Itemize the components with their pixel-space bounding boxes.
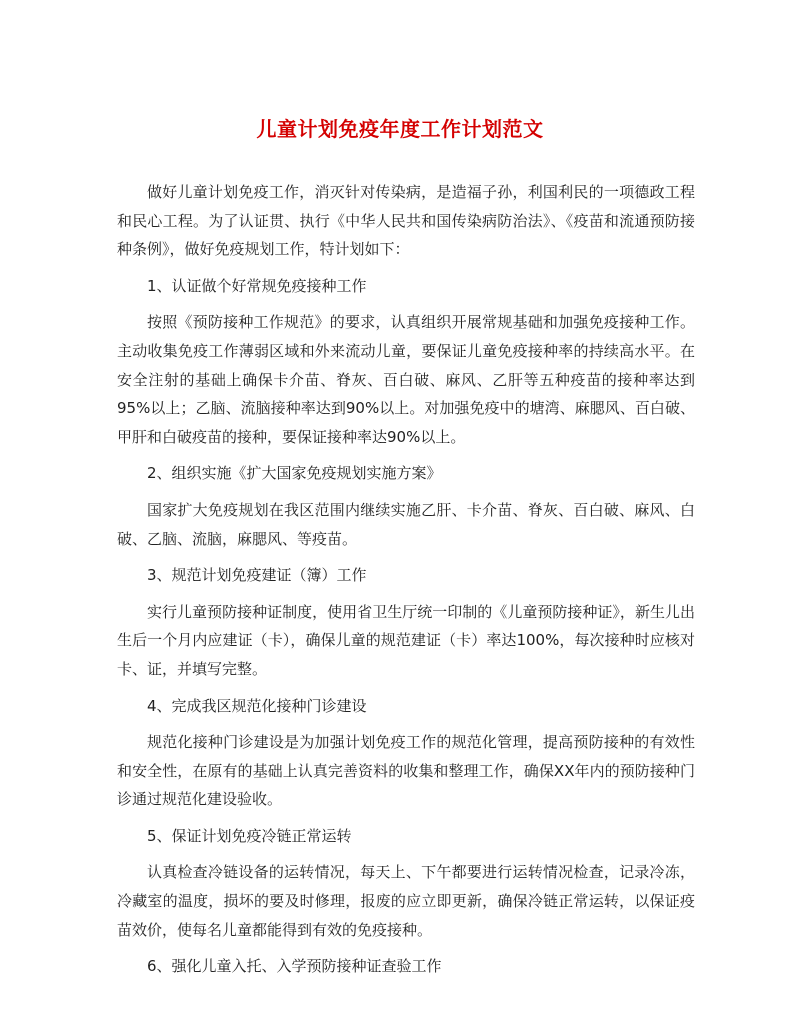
- section-paragraph-3: 实行儿童预防接种证制度，使用省卫生厅统一印制的《儿童预防接种证》，新生儿出生后一个月内应建证（卡），确保儿童的规范建证（卡）率达100%，每次接种时应核对卡、证，并填写完整。: [117, 602, 695, 678]
- section-paragraph-2: 国家扩大免疫规划在我区范围内继续实施乙肝、卡介苗、脊灰、百白破、麻风、白破、乙脑、流脑，麻腮风、等疫苗。: [117, 500, 695, 548]
- section-paragraph-5: 认真检查冷链设备的运转情况，每天上、下午都要进行运转情况检查，记录冷冻，冷藏室的温度，损坏的要及时修理，报废的应立即更新，确保冷链正常运转，以保证疫苗效价，使每名儿童都能得到有效的免疫接种。: [117, 863, 695, 939]
- section-paragraph-4: 规范化接种门诊建设是为加强计划免疫工作的规范化管理，提高预防接种的有效性和安全性，在原有的基础上认真完善资料的收集和整理工作，确保XX年内的预防接种门诊通过规范化建设验收。: [117, 733, 695, 809]
- section-heading-1: 1、认证做个好常规免疫接种工作: [147, 276, 367, 295]
- section-heading-4: 4、完成我区规范化接种门诊建设: [147, 696, 367, 715]
- document-body: [117, 178, 695, 989]
- section-heading-5: 5、保证计划免疫冷链正常运转: [147, 826, 352, 845]
- intro-paragraph: 做好儿童计划免疫工作，消灭针对传染病，是造福子孙，利国利民的一项德政工程和民心工程。为了认证贯、执行《中华人民共和国传染病防治法》、《疫苗和流通预防接种条例》，做好免疫规划工作，特计划如下：: [117, 183, 695, 259]
- section-paragraph-1: 按照《预防接种工作规范》的要求，认真组织开展常规基础和加强免疫接种工作。主动收集免疫工作薄弱区域和外来流动儿童，要保证儿童免疫接种率的持续高水平。在安全注射的基础上确保卡介苗、脊灰、百白破、麻风、乙肝等五种疫苗的接种率达到95%以上；乙脑、流脑接种率达到90%以上。对加强免疫中的塘湾、麻腮风、百白破、甲肝和白破疫苗的接种，要保证接种率达90%以上。: [117, 313, 695, 446]
- section-heading-3: 3、规范计划免疫建证（簿）工作: [147, 566, 367, 585]
- section-heading-6: 6、强化儿童入托、入学预防接种证查验工作: [147, 957, 442, 976]
- section-heading-2: 2、组织实施《扩大国家免疫规划实施方案》: [147, 464, 442, 483]
- document-title: 儿童计划免疫年度工作计划范文: [256, 117, 544, 141]
